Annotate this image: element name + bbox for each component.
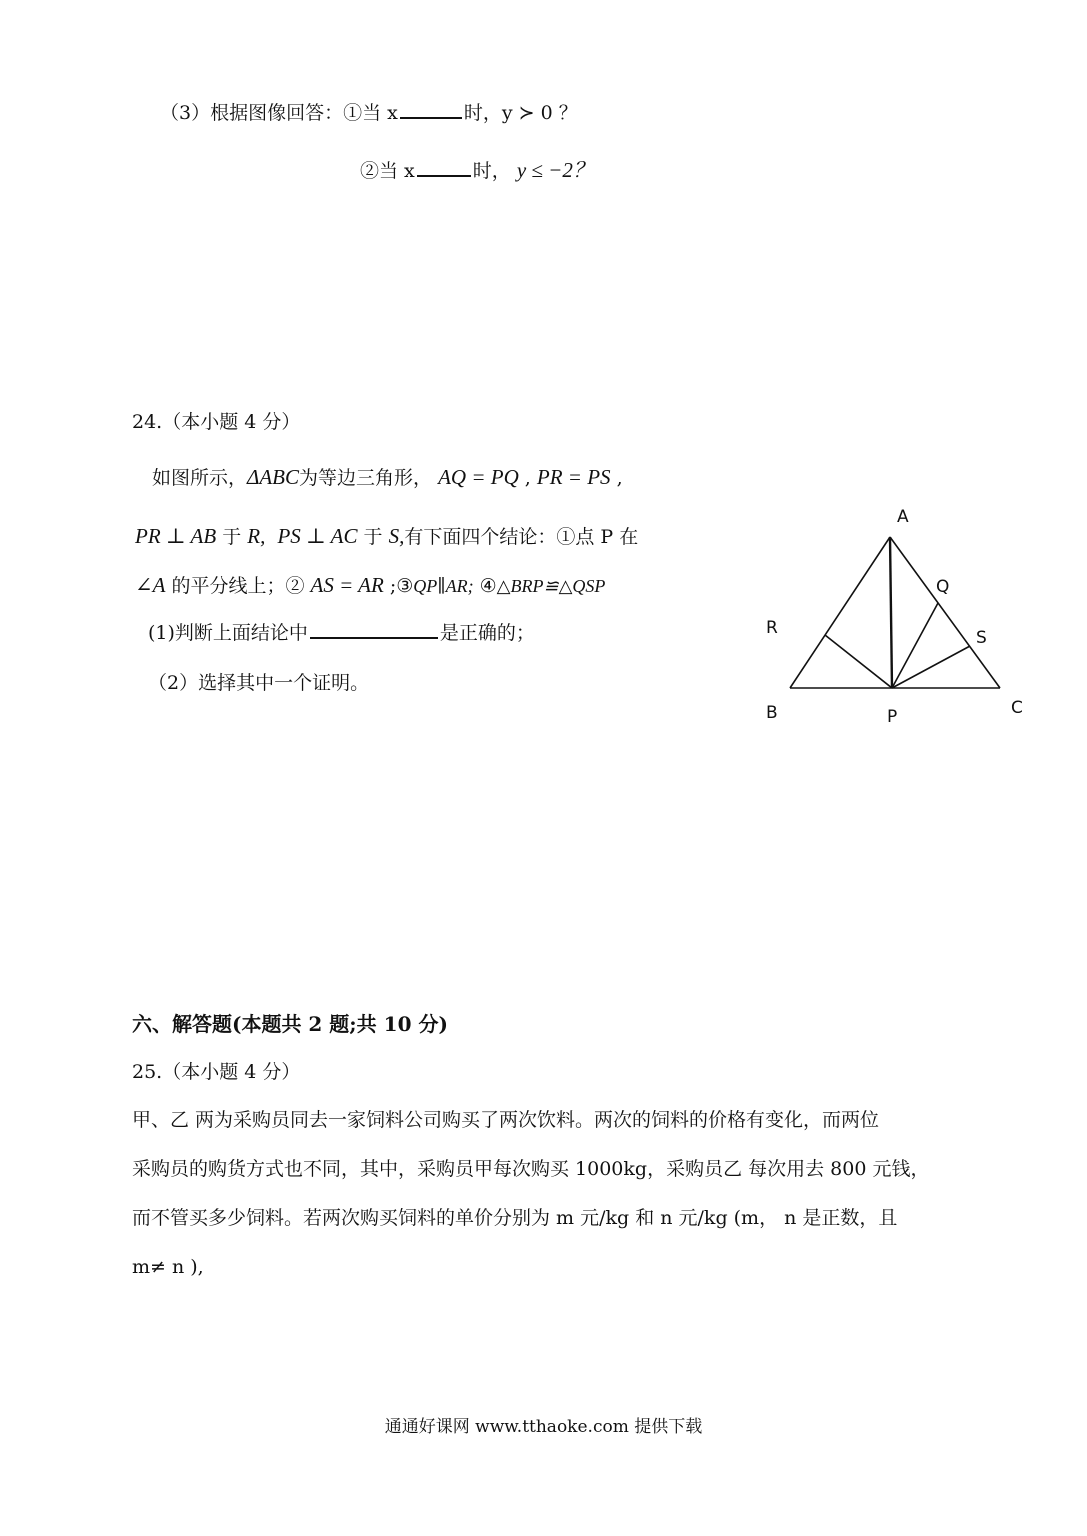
label-p: P [887,707,898,727]
q23-part3b-suffix: 时， [472,160,511,182]
label-r: R [766,618,778,638]
page-footer: 通通好课网 www.tthaoke.com 提供下载 [384,1417,703,1437]
q24-qp-parallel-ar: QP∥AR; [413,576,474,596]
q23-answer-blank-2[interactable] [417,174,471,177]
q25-line2: 采购员的购货方式也不同，其中，采购员甲每次购买 1000kg，采购员乙 每次用去 800 元钱， [132,1158,930,1180]
q23-part3b-condition: y ≤ −2？ [516,158,594,182]
q23-answer-blank-1[interactable] [400,116,462,119]
label-s: S [976,628,987,648]
q23-part3b-prefix: ②当 x [360,160,415,182]
q24-line1-text-b: 为等边三角形， [299,467,433,489]
q24-triangle-abc: ΔABC [247,465,300,489]
q25-line4: m≠ n ), [132,1256,204,1278]
q24-as-eq-ar: AS = AR [310,573,384,597]
q25-header: 25.（本小题 4 分） [132,1061,301,1083]
q24-line2 [135,526,638,547]
q23-part3-line2 [360,160,594,181]
side-ab [790,537,890,688]
q24-line2-text-b: 于 [357,526,389,548]
q24-congruent-triangles: △BRP≌△QSP [496,576,606,596]
q24-part1 [148,624,535,643]
q24-answer-blank[interactable] [310,636,438,639]
q24-part2: （2）选择其中一个证明。 [148,672,370,694]
q24-ps-perp-ac: PS ⊥ AC [277,524,358,548]
q24-pr-eq-ps: PR = PS [536,465,611,489]
q24-line2-text-a: 于 [222,526,248,548]
q24-line1 [152,467,623,488]
label-q: Q [936,577,950,597]
q24-pr-perp-ab: PR ⊥ AB [135,524,217,548]
triangle-diagram [750,495,1040,735]
q24-line1-text-a: 如图所示， [152,467,248,489]
q23-part3-prefix: （3）根据图像回答：①当 x [160,102,398,124]
diagram-lines [790,537,1000,688]
label-b: B [766,703,778,723]
q23-part3-condition: y ≻ 0 ？ [501,102,578,124]
q25-line1: 甲、乙 两为采购员同去一家饲料公司购买了两次饮料。两次的饲料的价格有变化，而两位 [132,1109,880,1131]
q24-line1-text-c: , [518,467,537,489]
q24-part1-suffix: 是正确的； [439,622,535,644]
section6-title: 六、解答题(本题共 2 题;共 10 分) [132,1012,448,1036]
q24-line2-text-c: 有下面四个结论：①点 P 在 [404,526,639,548]
q24-line1-text-d: , [610,467,623,489]
q24-header: 24.（本小题 4 分） [132,411,301,433]
q24-angle-a: ∠A [135,573,166,597]
side-ac [890,537,1000,688]
label-a: A [897,507,909,527]
q23-part3-line1 [160,104,578,123]
label-c: C [1011,698,1023,718]
q24-point-r: R, [247,524,266,548]
q24-point-s: S, [388,524,405,548]
q24-part1-prefix: (1)判断上面结论中 [148,622,308,644]
q24-line3-text-c: ④ [473,575,497,597]
q24-line3 [135,575,605,596]
q25-line3: 而不管买多少饲料。若两次购买饲料的单价分别为 m 元/kg 和 n 元/kg (m， n 是正数，且 [132,1207,898,1229]
q24-line3-text-b: ;③ [383,575,414,597]
q24-line3-text-a: 的平分线上；② [171,575,311,597]
segment-pr [825,635,892,688]
segment-ap [890,537,892,688]
q24-aq-eq-pq: AQ = PQ [438,465,519,489]
q23-part3-suffix: 时， [463,102,502,124]
